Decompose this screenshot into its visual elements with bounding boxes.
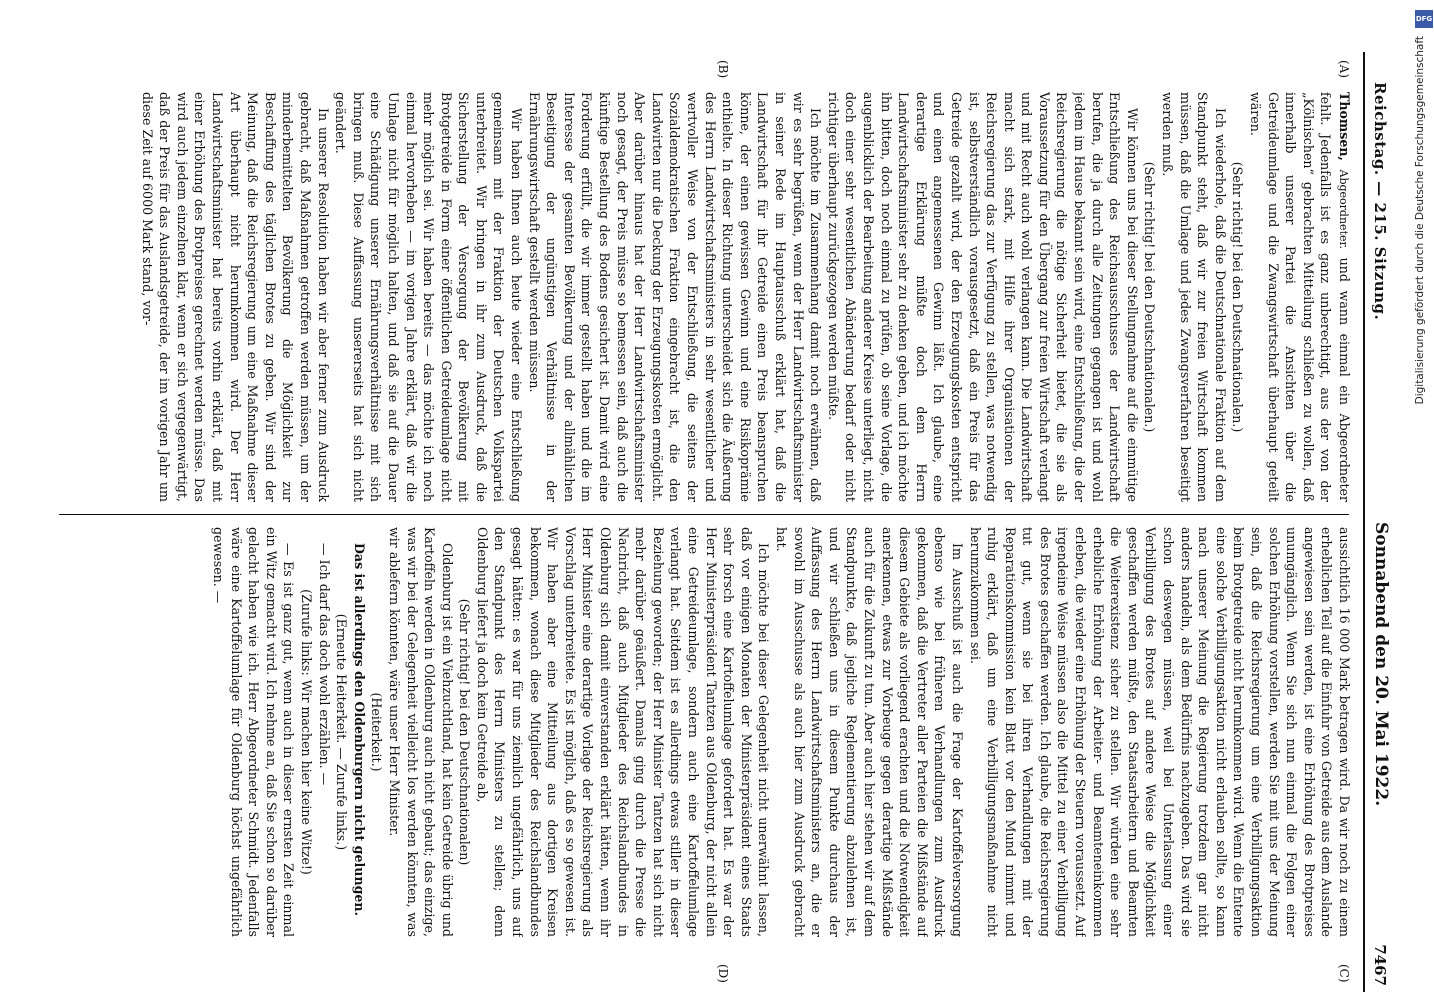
- paragraph: Im Ausschuß ist auch die Frage der Kartoffelversorgung ebenso wie bei früheren Verhandlungen zum Ausdruck gekommen, daß die Vertreter aller Parteien die Mißstände auf diesem Gebiete als vorliegend erachten und die Notwendigkeit anerkennen, etwas zur Vorbeuge gegen derartige Mißstände auch für die Zukunft zu tun. Aber auch hier stehen wir auf dem Standpunkte, daß jegliche Reglementierung abzulehnen ist, und wir schließen uns in diesem Punkte durchaus der Auffassung des Herrn Landwirtschaftsministers an, die er sowohl im Ausschusse als auch hier zum Ausdruck gebracht hat.: [774, 527, 965, 937]
- speaker-name: Thomsen,: [1337, 92, 1352, 161]
- paragraph: Ich möchte im Zusammenhang damit noch erwähnen, daß wir es sehr begrüßen, wenn der Herr Landwirtschaftsminister in seiner Rede im Hauptausschuß erklärt hat, daß die Landwirtschaft für ihr Getreide einen Preis beanspruchen könne, der einen gewissen Gewinn und eine Risikoprämie enthielte. In dieser Richtung unterscheidet sich die Äußerung des Herrn Landwirtschaftsministers in sehr wesentlicher und wertvoller Weise von der Entschließung, die seitens der Sozialdemokratischen Fraktion eingebracht ist, die den Landwirten nur die Deckung der Erzeugungskosten ermöglicht. Aber darüber hinaus hat der Herr Landwirtschaftsminister noch gesagt, der Preis müsse so bemessen sein, daß auch die künftige Bestellung des Bodens gesichert ist. Damit wird eine Forderung erfüllt, die wir immer gestellt haben und die im Interesse der gesamten Bevölkerung und der allmählichen Beseitigung der ungünstigen Verhältnisse in der Ernährungswirtschaft gestellt werden müssen.: [526, 92, 824, 502]
- paragraph: — Es ist ganz gut, wenn auch in dieser ernsten Zeit einmal ein Witz gemacht wird. Ich nehme an, daß Sie schon so darüber gelacht haben wie ich. Herr Abgeordneter Schmidt. Jedenfalls wäre eine Kartoffelumlage für Oldenburg höchst ungefährlich gewesen. —: [211, 527, 297, 937]
- dfg-logo: DFG: [1415, 10, 1433, 28]
- column-divider: [59, 514, 1349, 515]
- margin-marker-b: (B): [716, 60, 730, 79]
- header-session: Reichstag. — 215. Sitzung.: [1371, 82, 1389, 321]
- paragraph: Wir haben Ihnen auch heute wieder eine Entschließung gemeinsam mit der Fraktion der Deutschen Volkspartei unterbreitet. Wir bringen in ihr zum Ausdruck, daß die Sicherstellung der Versorgung der Bevölkerung mit Brotgetreide in Form einer öffentlichen Getreideumlage nicht mehr möglich sei. Wir haben bereits — das möchte ich noch einmal hervorheben — im vorigen Jahre erklärt, daß wir die Umlage nicht für möglich halten, und daß sie auf die Dauer eine Schädigung unserer Ernährungsverhältnisse mit sich bringen muß. Diese Auffassung unsererseits hat sich nicht geändert.: [333, 92, 525, 502]
- paragraph: Ich wiederhole, daß die Deutschnationale Fraktion auf dem Standpunkt steht, daß wir zur freien Wirtschaft kommen müssen, daß die Umlage und jedes Zwangsverfahren beseitigt werden muß.: [1160, 92, 1228, 502]
- interjection: (Sehr richtig! bei den Deutschnationalen): [457, 598, 473, 866]
- interjection: (Sehr richtig! bei den Deutschnationalen.): [1230, 161, 1246, 433]
- paragraph: und wann einmal ein Abgeordneter fehlt. Jedenfalls ist es ganz unberechtigt, aus der von der „Kölnischen“ gebrachten Mitteilung schließen zu wollen, daß innerhalb unserer Partei die Ansichten über die Getreideumlage und die Zwangswirtschaft überhaupt geteilt wären.: [1248, 92, 1352, 502]
- header-page-number: 7467: [1371, 944, 1389, 986]
- left-column: [53, 92, 1353, 502]
- interjection: (Erneute Heiterkeit. — Zurufe links.): [334, 613, 350, 851]
- interjection: (Sehr richtig! bei den Deutschnationalen.): [1142, 161, 1158, 433]
- interjection: (Zurufe links: Wir machen hier keine Witze!): [298, 589, 314, 875]
- speaker-line: [1246, 92, 1353, 502]
- paragraph: — Ich darf das doch wohl erzählen. —: [316, 543, 332, 786]
- interjection: (Heiterkeit.): [369, 692, 385, 772]
- paragraph: Das ist allerdings den Oldenburgern nicht gelungen.: [351, 543, 367, 916]
- right-column: [53, 527, 1353, 937]
- funding-sidebar: [1414, 10, 1434, 700]
- paragraph: Ich möchte bei dieser Gelegenheit nicht unerwähnt lassen, daß vor einigen Monaten der Ministerpräsident eines Staats sehr forsch eine Kartoffelumlage gefordert hat. Es war der Herr Ministerpräsident Tantzen aus Oldenburg, der nicht allein eine Getreideumlage, sondern auch eine Kartoffelumlage verlangt hat. Seitdem ist es allerdings etwas stiller in dieser Beziehung geworden; der Herr Minister Tantzen hat sich nicht mehr darüber geäußert. Damals ging durch die Presse die Nachricht, daß auch Mitglieder des Reichslandbundes in Oldenburg sich damit einverstanden erklärt hätten, wenn ihr Herr Minister eine derartige Vorlage der Reichsregierung als Vorschlag unterbreitete. Es ist möglich, daß es so gewesen ist. Wir haben aber eine Mitteilung aus dortigen Kreisen bekommen, wonach diese Mitglieder des Reichslandbundes gesagt hätten: es war für uns ziemlich ungefährlich, uns auf den Standpunkt des Herrn Ministers zu stellen; denn Oldenburg liefert ja doch kein Getreide ab,: [474, 527, 772, 937]
- margin-marker-d: (D): [716, 964, 730, 983]
- rotated-page: [35, 52, 1395, 992]
- paragraph: aussichtlich 16 000 Mark betragen wird. Da wir noch zu einem erheblichen Teil auf die Einfuhr von Getreide aus dem Auslande angewiesen sein werden, ist eine Erhöhung des Brotpreises unumgänglich. Wenn Sie sich nun einmal die Folgen einer solchen Erhöhung vorstellen, werden Sie mit uns der Meinung sein, daß die Reichsregierung um eine Verbilligungsaktion beim Brotgetreide nicht herumkommen wird. Wenn die Entente eine solche Verbilligungsaktion nicht erlauben sollte, so kann nach unserer Meinung die Regierung trotzdem gar nicht anders handeln, als dem Bedürfnis nachzugeben. Das wird sie schon deswegen müssen, weil bei Unterlassung einer Verbilligung des Brotes auf andere Weise die Möglichkeit geschaffen werden müßte, den Staatsarbeitern und Beamten die Weiterexistenz sicher zu stellen. Wir würden eine sehr erhebliche Erhöhung der Arbeiter- und Beamteneinkommen erleben, die wieder eine Erhöhung der Steuern voraussetzt. Auf irgendeine Weise müssen also die Mittel zu einer Verbilligung des Brotes geschaffen werden. Ich glaube, die Reichsregierung tut gut, wenn sie bei ihren Verhandlungen mit der Reparationskommission kein Blatt vor den Mund nimmt und ruhig erklärt, daß um eine Verbilligungsmaßnahme nicht herumzukommen sei.: [967, 527, 1352, 937]
- margin-marker-c: (C): [1337, 964, 1351, 983]
- paragraph: Oldenburg ist ein Viehzuchtland, hat kein Getreide übrig und Kartoffeln werden in Oldenburg auch nicht gebaut; das einzige, was wir bei der Gelegenheit vielleicht los werden könnten, was wir ablefern könnten, wäre unser Herr Minister.: [386, 527, 455, 937]
- page-header: [1363, 52, 1395, 992]
- speaker-role: Abgeordneter.: [1337, 169, 1350, 250]
- paragraph: In unserer Resolution haben wir aber ferner zum Ausdruck gebracht, daß Maßnahmen getroffen werden müssen, um der minderbemittelten Bevölkerung die Möglichkeit zur Beschaffung des täglichen Brotes zu geben. Wir sind der Meinung, daß die Reichsregierung um eine Maßnahme dieser Art überhaupt nicht herumkommen wird. Der Herr Landwirtschaftsminister hat bereits vorhin erklärt, daß mit einer Erhöhung des Brotpreises gerechnet werden müsse. Das wird auch jedem einzelnen klar, wenn er sich vergegenwärtigt, daß der Preis für das Auslandsgetreide, der im vorigen Jahr um diese Zeit auf 6000 Mark stand, vor-: [139, 92, 331, 502]
- header-date: Sonnabend den 20. Mai 1922.: [1371, 522, 1391, 807]
- paragraph: Wir können uns bei dieser Stellungnahme auf die einmütige Entschließung des Reichsausschusses der Landwirtschaft berufen, die ja durch alle Zeitungen gegangen ist und wohl jedem im Hause bekannt sein wird, eine Entschließung, die der Reichsregierung die nötige Sicherheit bietet, die sie als Voraussetzung für den Übergang zur freien Wirtschaft verlangt und mit Recht auch wohl verlangen kann. Die Landwirtschaft macht sich stark, mit Hilfe ihrer Organisationen der Reichsregierung das zur Verfügung zu stellen, was notwendig ist, selbstverständlich vorausgesetzt, daß ein Preis für das Getreide gezahlt wird, der den Erzeugungskosten entspricht und einen angemessenen Gewinn läßt. Ich glaube, eine derartige Erklärung müßte doch dem Herrn Landwirtschaftsminister sehr zu denken geben, und ich möchte ihn bitten, doch noch einmal zu prüfen, ob seine Vorlage, die augenblicklich der Bearbeitung anderer Kreise unterliegt, nicht doch einer sehr wesentlichen Abänderung bedarf oder nicht richtiger überhaupt zurückgezogen werden müßte.: [825, 92, 1140, 502]
- margin-marker-a: (A): [1337, 60, 1351, 79]
- funding-credit: Digitalisierung gefördert durch die Deutsche Forschungsgemeinschaft: [1414, 36, 1426, 405]
